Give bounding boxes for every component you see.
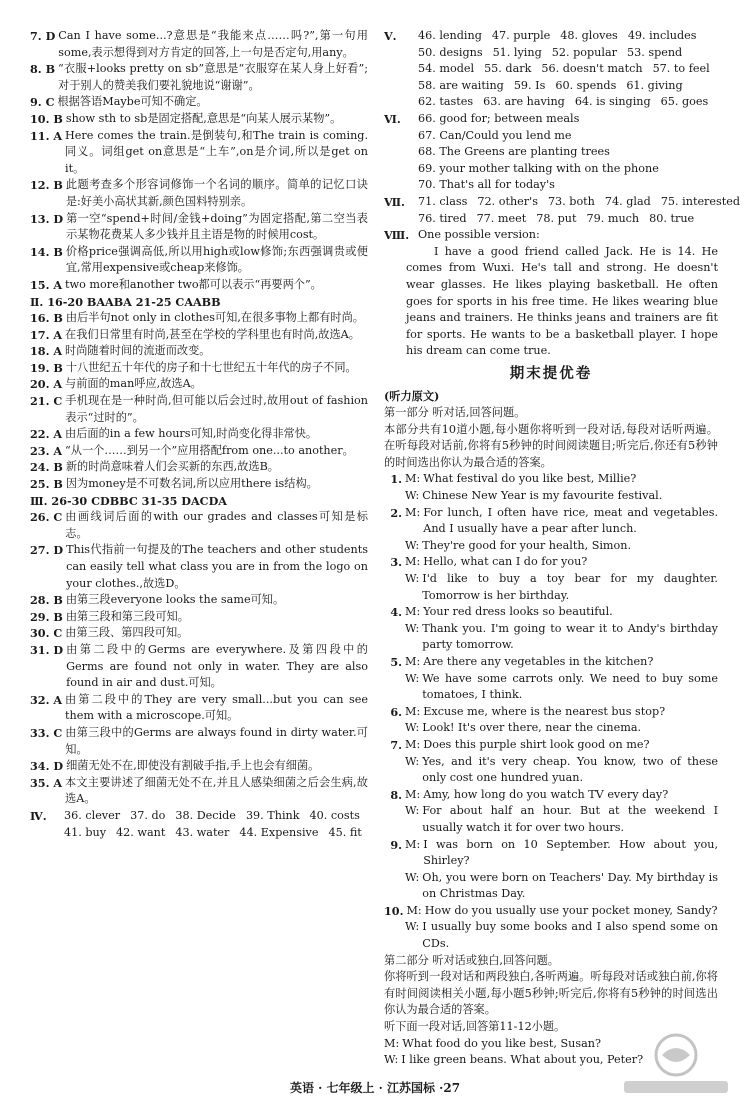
section-roman-numeral: [384, 61, 418, 78]
writing-heading-row: [384, 227, 718, 244]
word-answer: 55. dark: [484, 62, 532, 76]
dialogue-text: We have some carrots only. We need to buy some tomatoes, I think.: [422, 671, 718, 702]
right-column: [384, 28, 741, 1069]
answer-explanation: 与前面的man呼应,故选A。: [65, 377, 202, 391]
dialogue-line: [384, 488, 718, 505]
answer-explanation: 十八世纪五十年代的房子和十七世纪五十年代的房子不同。: [65, 360, 357, 374]
speaker-label: W:: [405, 804, 420, 818]
dialogue-text: Thank you. I'm going to wear it to Andy's birthday party tomorrow.: [422, 621, 718, 652]
speaker-label: M:: [405, 605, 421, 619]
answer-number: 34. D: [30, 759, 64, 774]
answer-explanation: 新的时尚意味着人们会买新的东西,故选B。: [65, 460, 279, 474]
exam-title: 期末提优卷: [509, 364, 593, 382]
word-answer: 79. much: [586, 211, 640, 225]
phrase-answer: 68. The Greens are planting trees: [418, 145, 610, 159]
answer-number: 31. D: [30, 642, 64, 657]
dialogue-text: For about half an hour. But at the weekend I usually watch it for over two hours.: [422, 804, 718, 834]
answer-item: [30, 509, 368, 542]
answer-item: [30, 310, 368, 327]
speaker-label: M:: [405, 787, 421, 801]
word-answer: 73. both: [547, 194, 595, 208]
speaker-label: M:: [406, 903, 422, 917]
dialogue-line: [384, 671, 718, 704]
answer-item: [30, 94, 368, 111]
word-answer: 75. interested: [660, 194, 741, 208]
answer-item: [30, 426, 368, 443]
answer-number: 24. B: [30, 460, 63, 475]
phrase-answer: 67. Can/Could you lend me: [418, 128, 572, 142]
dialogue-number: 4.: [390, 605, 402, 620]
answer-item: [30, 393, 368, 426]
answer-number: 16. B: [30, 311, 63, 326]
answer-item: [30, 692, 368, 725]
word-answer: 47. purple: [491, 29, 551, 42]
dialogue-text: Does this purple shirt look good on me?: [423, 737, 650, 751]
dialogue-text: I was born on 10 September. How about you, Shirley?: [423, 837, 718, 868]
section-roman-numeral: [384, 78, 418, 95]
dialogue-line: [384, 471, 718, 488]
answer-item: [30, 725, 368, 758]
answer-item: [30, 277, 368, 294]
dialogue-text: Yes, and it's very cheap. You know, two of these only cost one hundred yuan.: [422, 754, 718, 785]
phrase-answer-row: [384, 144, 718, 161]
speaker-label: W:: [405, 489, 420, 503]
dialogue-text: Excuse me, where is the nearest bus stop?: [423, 704, 666, 718]
answer-number: 20. A: [30, 377, 63, 392]
word-answer: 48. gloves: [560, 29, 618, 42]
word-answer-row: [384, 94, 718, 111]
answer-number: 23. A: [30, 443, 63, 458]
dialogue-number: 2.: [390, 505, 402, 520]
answer-explanation: 第一空“spend+时间/金钱+doing”为固定搭配,第二空当表示某物花费某人多少钱并且主语是物的时候用cost。: [66, 211, 368, 242]
dialogue-line: [384, 787, 718, 804]
section-roman-numeral: Ⅴ.: [384, 29, 397, 43]
dialogue-text: I'd like to buy a toy bear for my daughter. Tomorrow is her birthday.: [422, 572, 718, 602]
speaker-label: W:: [405, 621, 420, 635]
answer-number: 8. B: [30, 62, 56, 77]
word-answer: 54. model: [418, 62, 475, 76]
answer-explanation: 本文主要讲述了细菌无处不在,并且人感染细菌之后会生病,故选A。: [65, 775, 368, 806]
answer-explanation: This代指前一句提及的The teachers and other students can easily tell what class you are in from the logo on your clothes.,故选D。: [66, 543, 368, 590]
dialogue-text: I like green beans. What about you, Peter?: [401, 1053, 644, 1067]
answer-explanation: 在我们日常里有时尚,甚至在学校的学科里也有时尚,故选A。: [65, 327, 360, 341]
section-roman-numeral: [30, 825, 64, 842]
section-roman-numeral: [384, 211, 418, 228]
speaker-label: M:: [405, 704, 421, 718]
word-answer: 46. lending: [418, 29, 482, 42]
section-roman-numeral: Ⅵ.: [384, 111, 401, 126]
word-answer: 41. buy: [64, 825, 107, 839]
section-roman-numeral: [384, 94, 418, 111]
dialogue-text: Chinese New Year is my favourite festival.: [422, 489, 663, 503]
speaker-label: M:: [405, 654, 421, 668]
answer-explanation: 由第三段和第三段可知。: [65, 609, 189, 623]
word-answer-row: [384, 194, 741, 211]
speaker-label: M:: [405, 555, 421, 569]
answer-item: [30, 211, 368, 244]
word-answer: 62. tastes: [418, 95, 474, 109]
word-answer: 51. lying: [492, 45, 542, 59]
answer-number: 15. A: [30, 277, 63, 292]
word-answer: 40. costs: [309, 808, 360, 822]
word-answer: 76. tired: [418, 211, 467, 225]
answer-explanation: 由第二段中的Germs are everywhere.及第四段中的Germs are found not only in water. They are also found in air and dust.可知。: [66, 642, 368, 690]
speaker-label: W:: [405, 572, 420, 585]
word-answer: 74. glad: [604, 194, 651, 208]
word-answer: 58. are waiting: [418, 78, 504, 92]
dialogue-text: They're good for your health, Simon.: [422, 538, 632, 552]
answer-item: [30, 128, 368, 178]
section-roman-numeral: Ⅷ.: [384, 228, 410, 243]
answer-item: [30, 111, 368, 128]
answer-explanation: 因为money是不可数名词,所以应用there is结构。: [65, 477, 318, 491]
answer-explanation: “衣服+looks pretty on sb”意思是“衣服穿在某人身上好看”;对于别人的赞美我们要礼貌地说“谢谢”。: [58, 62, 368, 92]
answer-item: [30, 343, 368, 360]
part-description: 本部分共有10道小题,每小题你将听到一段对话,每段对话听两遍。在听每段对话前,你将有5秒钟的时间阅读题目;听完后,你还有5秒钟的时间选出你认为最合适的答案。: [384, 422, 718, 469]
word-answer: 36. clever: [64, 808, 121, 822]
speaker-label: W:: [405, 870, 420, 884]
answer-number: 9. C: [30, 95, 55, 110]
answer-number: 13. D: [30, 211, 64, 226]
writing-intro: One possible version:: [418, 228, 540, 242]
dialogue-number: 1.: [390, 472, 402, 487]
answer-number: 19. B: [30, 360, 63, 375]
section-roman-numeral: [384, 128, 418, 145]
dialogue-line: [384, 505, 718, 538]
answer-item: [30, 476, 368, 493]
answer-item: [30, 28, 368, 61]
answer-explanation: 细菌无处不在,即使没有割破手指,手上也会有细菌。: [66, 759, 320, 773]
answer-item: [30, 609, 368, 626]
answer-item: [30, 625, 368, 642]
speaker-label: W:: [405, 538, 420, 552]
word-answer: 71. class: [418, 194, 468, 208]
section-roman-numeral: [384, 177, 418, 194]
word-answer: 59. Is: [513, 78, 546, 92]
speaker-label: M:: [405, 472, 421, 486]
dialogue-number: 9.: [390, 837, 402, 852]
dialogue-text: Your red dress looks so beautiful.: [423, 605, 613, 619]
speaker-label: W:: [405, 671, 420, 685]
answer-item: [30, 360, 368, 377]
answer-item: [30, 376, 368, 393]
word-answer: 64. is singing: [574, 95, 651, 109]
word-answer: 39. Think: [245, 808, 300, 822]
dialogue-line: [384, 571, 718, 604]
phrase-answer: 66. good for; between meals: [418, 111, 580, 125]
answer-explanation: Here comes the train.是倒装句,和The train is coming.同义。词组get on意思是“上车”,on是介词,所以是get on it。: [65, 128, 368, 175]
speaker-label: W:: [405, 721, 420, 735]
word-answer: 56. doesn't match: [541, 62, 643, 76]
dialogue-number: 3.: [390, 555, 402, 570]
answer-item: [30, 443, 368, 460]
answer-number: 28. B: [30, 593, 63, 608]
answer-number: 18. A: [30, 344, 63, 359]
word-answer: 65. goes: [660, 95, 709, 109]
answer-explanation: 根据答语Maybe可知不确定。: [57, 95, 208, 109]
answer-number: 22. A: [30, 427, 63, 442]
answer-explanation: 价格price强调高低,所以用high或low修饰;东西强调贵或便宜,常用expensive或cheap来修饰。: [65, 244, 368, 275]
word-answer-row: [384, 78, 718, 95]
dialogue-line: [384, 803, 718, 836]
speaker-label: W:: [405, 754, 420, 768]
answer-explanation: 由后半句not only in clothes可知,在很多事物上都有时尚。: [65, 311, 364, 325]
dialogue-text: Are there any vegetables in the kitchen?: [423, 654, 654, 668]
answer-number: 30. C: [30, 626, 63, 641]
phrase-answer-row: [384, 161, 718, 178]
word-answer: 72. other's: [477, 194, 538, 208]
dialogue-text: Hello, what can I do for you?: [423, 555, 588, 569]
answer-explanation: 手机现在是一种时尚,但可能以后会过时,故用out of fashion表示“过时的”。: [65, 394, 368, 424]
answer-item: [30, 592, 368, 609]
answer-item: [30, 327, 368, 344]
answer-number: 33. C: [30, 725, 63, 740]
answer-explanation: 由第三段、第四段可知。: [65, 626, 189, 640]
dialogue-line: [384, 919, 718, 952]
word-answer-row: [384, 28, 718, 45]
dialogue-line: [384, 704, 718, 721]
word-answer: 49. includes: [627, 29, 697, 42]
answer-explanation: show sth to sb是固定搭配,意思是“向某人展示某物”。: [65, 111, 342, 125]
dialogue-line: [384, 903, 718, 920]
answer-number: 25. B: [30, 477, 63, 492]
section-roman-numeral: [384, 161, 418, 178]
dialogue-text: What food do you like best, Susan?: [402, 1036, 601, 1050]
answer-explanation: “从一个……到另一个”应用搭配from one...to another。: [65, 443, 354, 457]
answer-number: 29. B: [30, 609, 63, 624]
dialogue-line: [384, 604, 718, 621]
word-answer: 44. Expensive: [239, 825, 319, 839]
answer-number: 17. A: [30, 327, 63, 342]
part-subheading: 听下面一段对话,回答第11-12小题。: [384, 1020, 566, 1034]
word-answer: 45. fit: [328, 825, 362, 839]
page-footer: 英语 · 七年级上 · 江苏国标 ·27: [289, 1081, 461, 1095]
word-answer: 50. designs: [418, 45, 483, 59]
answer-explanation: 由第三段中的Germs are always found in dirty water.可知。: [65, 725, 368, 756]
answer-explanation: 由后面的in a few hours可知,时尚变化得非常快。: [65, 427, 318, 441]
word-answer: 78. put: [536, 211, 577, 225]
dialogue-line: [384, 654, 718, 671]
listening-tag: (听力原文): [384, 389, 440, 404]
section-roman-numeral: Ⅳ.: [30, 808, 47, 823]
answer-number: 7. D: [30, 29, 56, 43]
dialogue-number: 6.: [390, 704, 402, 719]
dialogue-text: What festival do you like best, Millie?: [423, 472, 637, 486]
word-answer-row: [384, 61, 718, 78]
answer-explanation: 时尚随着时间的流逝而改变。: [65, 344, 211, 358]
phrase-answer-row: [384, 128, 718, 145]
phrase-answer-row: [384, 177, 718, 194]
answer-number: 21. C: [30, 394, 63, 409]
watermark-logo: [616, 1029, 736, 1099]
dialogue-number: 5.: [390, 654, 402, 669]
word-answer: 42. want: [116, 825, 166, 839]
word-answer: 57. to feel: [652, 62, 710, 76]
answer-item: [30, 459, 368, 476]
answer-number: 27. D: [30, 543, 64, 558]
watermark-icon: [624, 1035, 728, 1093]
dialogue-line: [384, 754, 718, 787]
phrase-answer-row: [384, 111, 718, 128]
section-heading: Ⅲ. 26-30 CDBBC 31-35 DACDA: [30, 493, 227, 508]
word-answer: 80. true: [649, 211, 695, 225]
answer-number: 26. C: [30, 510, 63, 525]
section-roman-numeral: [384, 144, 418, 161]
answer-number: 11. A: [30, 128, 63, 143]
part-description: 你将听到一段对话和两段独白,各听两遍。听每段对话或独白前,你将有时间阅读相关小题,每小题5秒钟;听完后,你将有5秒钟的时间选出你认为最合适的答案。: [384, 970, 718, 1017]
answer-explanation: 由第三段everyone looks the same可知。: [65, 593, 285, 607]
speaker-label: M:: [405, 737, 421, 751]
answer-explanation: 由画线词后面的with our grades and classes可知是标志。: [65, 510, 368, 540]
answer-number: 35. A: [30, 775, 63, 790]
answer-item: [30, 61, 368, 94]
answer-number: 10. B: [30, 111, 63, 126]
word-answer-row: [384, 45, 718, 62]
answer-item: [30, 775, 368, 808]
word-answer: 77. meet: [476, 211, 527, 225]
dialogue-line: [384, 554, 718, 571]
word-answer-row: [30, 825, 368, 842]
left-column: [30, 28, 368, 841]
speaker-label: W:: [405, 920, 420, 934]
dialogue-line: [384, 870, 718, 903]
dialogue-line: [384, 737, 718, 754]
speaker-label: W:: [384, 1053, 399, 1067]
word-answer: 63. are having: [483, 95, 565, 109]
word-answer-row: [30, 808, 368, 825]
answer-item: [30, 244, 368, 277]
answer-explanation: Can I have some...?意思是“我能来点……吗?”,第一句用some,表示想得到对方肯定的回答,上一句是否定句,用any。: [58, 29, 368, 59]
answer-explanation: 此题考查多个形容词修饰一个名词的顺序。简单的记忆口诀是:好美小高状其新,颜色国料特别亲。: [65, 178, 368, 208]
dialogue-line: [384, 621, 718, 654]
phrase-answer: 70. That's all for today's: [418, 178, 555, 192]
section-roman-numeral: Ⅶ.: [384, 194, 405, 209]
dialogue-number: 8.: [390, 787, 402, 802]
dialogue-line: [384, 837, 718, 870]
word-answer: 53. spend: [626, 45, 683, 59]
sample-essay: I have a good friend called Jack. He is 14. He comes from Wuxi. He's tall and strong. He doesn't wear glasses. He likes playing basketball. He often goes for sports in his free time. He likes wearing blue jeans and trainers. He thinks jeans and trainers are fit for sports. He wants to be a basketball player. I hope his dream can come true.: [406, 244, 718, 358]
answer-explanation: 由第二段中的They are very small...but you can see them with a microscope.可知。: [65, 692, 368, 723]
phrase-answer: 69. your mother talking with on the phone: [418, 161, 659, 175]
answer-item: [30, 758, 368, 775]
answer-explanation: two more和another two都可以表示“再要两个”。: [65, 277, 322, 291]
dialogue-text: For lunch, I often have rice, meat and vegetables. And I usually have a pear after lunch.: [423, 505, 718, 536]
word-answer: 61. giving: [626, 78, 683, 92]
dialogue-text: Look! It's over there, near the cinema.: [422, 721, 642, 735]
answer-item: [30, 542, 368, 592]
word-answer: 38. Decide: [175, 808, 236, 822]
dialogue-text: How do you usually use your pocket money, Sandy?: [424, 903, 718, 917]
part-heading: 第二部分 听对话或独白,回答问题。: [384, 953, 559, 967]
dialogue-text: Oh, you were born on Teachers' Day. My birthday is on Christmas Day.: [422, 870, 718, 901]
part-heading: 第一部分 听对话,回答问题。: [384, 406, 526, 420]
dialogue-line: [384, 538, 718, 555]
answer-number: 32. A: [30, 692, 63, 707]
section-roman-numeral: [384, 45, 418, 62]
word-answer: 60. spends: [555, 78, 617, 92]
word-answer-row: [384, 211, 718, 228]
dialogue-line: [384, 720, 718, 737]
dialogue-number: 10.: [384, 903, 404, 918]
answer-item: [30, 177, 368, 210]
speaker-label: M:: [384, 1036, 400, 1050]
answer-number: 12. B: [30, 178, 63, 193]
dialogue-number: 7.: [390, 737, 402, 752]
dialogue-text: Amy, how long do you watch TV every day?: [423, 787, 669, 801]
section-heading: Ⅱ. 16-20 BAABA 21-25 CAABB: [30, 294, 221, 309]
answer-item: [30, 642, 368, 692]
dialogue-text: I usually buy some books and I also spend some on CDs.: [422, 920, 718, 951]
word-answer: 37. do: [130, 808, 166, 822]
answer-number: 14. B: [30, 244, 63, 259]
speaker-label: M:: [405, 505, 421, 519]
word-answer: 43. water: [175, 825, 230, 839]
speaker-label: M:: [405, 837, 421, 851]
word-answer: 52. popular: [551, 45, 617, 59]
